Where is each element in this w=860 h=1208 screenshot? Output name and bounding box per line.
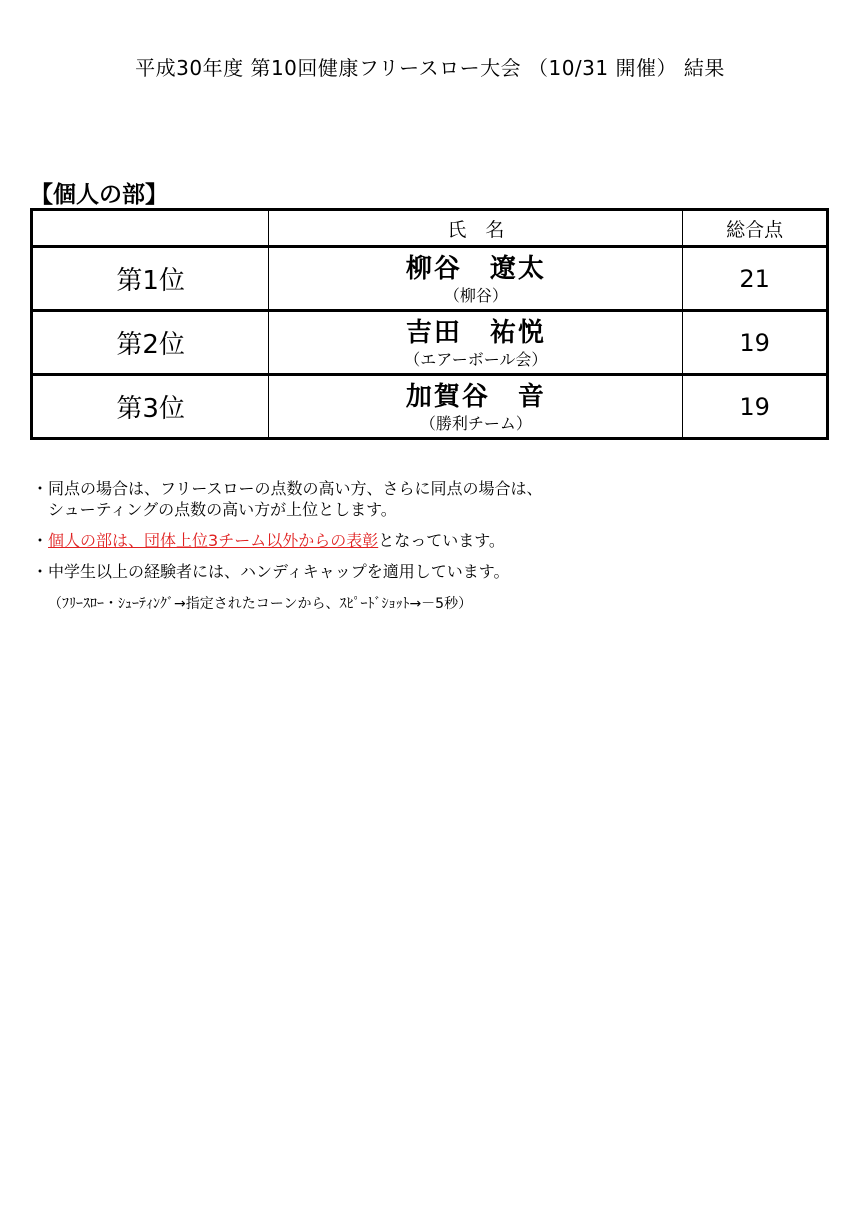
rank-cell	[32, 247, 269, 311]
score-value: 19	[739, 328, 770, 357]
award-note	[32, 530, 832, 551]
score-value: 19	[739, 392, 770, 421]
rank-cell	[32, 311, 269, 375]
award-bullet: ・	[32, 531, 49, 550]
tie-rule-line1: ・同点の場合は、フリースローの点数の高い方、さらに同点の場合は、	[32, 479, 543, 498]
award-rest: となっています。	[378, 531, 505, 550]
header-score: 総合点	[683, 210, 828, 247]
handicap-detail: （ﾌﾘｰｽﾛｰ・ｼｭｰﾃｨﾝｸﾞ→指定されたコーンから、ｽﾋﾟｰﾄﾞｼｮｯﾄ→－5秒）	[48, 596, 473, 612]
name-cell	[269, 311, 683, 375]
notes-section	[32, 478, 832, 615]
header-rank	[32, 210, 269, 247]
team-name: （エアーボール会）	[404, 349, 548, 369]
player-name: 加賀谷 音	[405, 381, 546, 412]
results-table	[30, 208, 829, 440]
page-title: 平成30年度 第10回健康フリースロー大会 （10/31 開催） 結果	[135, 56, 725, 80]
handicap-note: ・中学生以上の経験者には、ハンディキャップを適用しています。	[32, 562, 510, 581]
table-row	[32, 311, 828, 375]
award-highlight: 個人の部は、団体上位3チーム以外からの表彰	[48, 531, 379, 550]
name-cell	[269, 247, 683, 311]
score-cell	[683, 247, 828, 311]
name-cell	[269, 375, 683, 439]
player-name: 柳谷 遼太	[405, 253, 546, 284]
team-name: （勝利チーム）	[419, 413, 532, 433]
score-value: 21	[739, 264, 770, 293]
table-row	[32, 247, 828, 311]
score-cell	[683, 311, 828, 375]
rank-label: 第3位	[116, 394, 185, 424]
rank-cell	[32, 375, 269, 439]
table-row	[32, 375, 828, 439]
rank-label: 第2位	[116, 330, 185, 360]
tie-rule-line2: シューティングの点数の高い方が上位とします。	[32, 500, 397, 519]
header-name: 氏 名	[269, 210, 683, 247]
player-name: 吉田 祐悦	[405, 317, 546, 348]
section-heading: 【個人の部】	[30, 182, 168, 208]
score-cell	[683, 375, 828, 439]
team-name: （柳谷）	[443, 285, 508, 305]
rank-label: 第1位	[116, 266, 185, 296]
table-header-row	[32, 210, 828, 247]
